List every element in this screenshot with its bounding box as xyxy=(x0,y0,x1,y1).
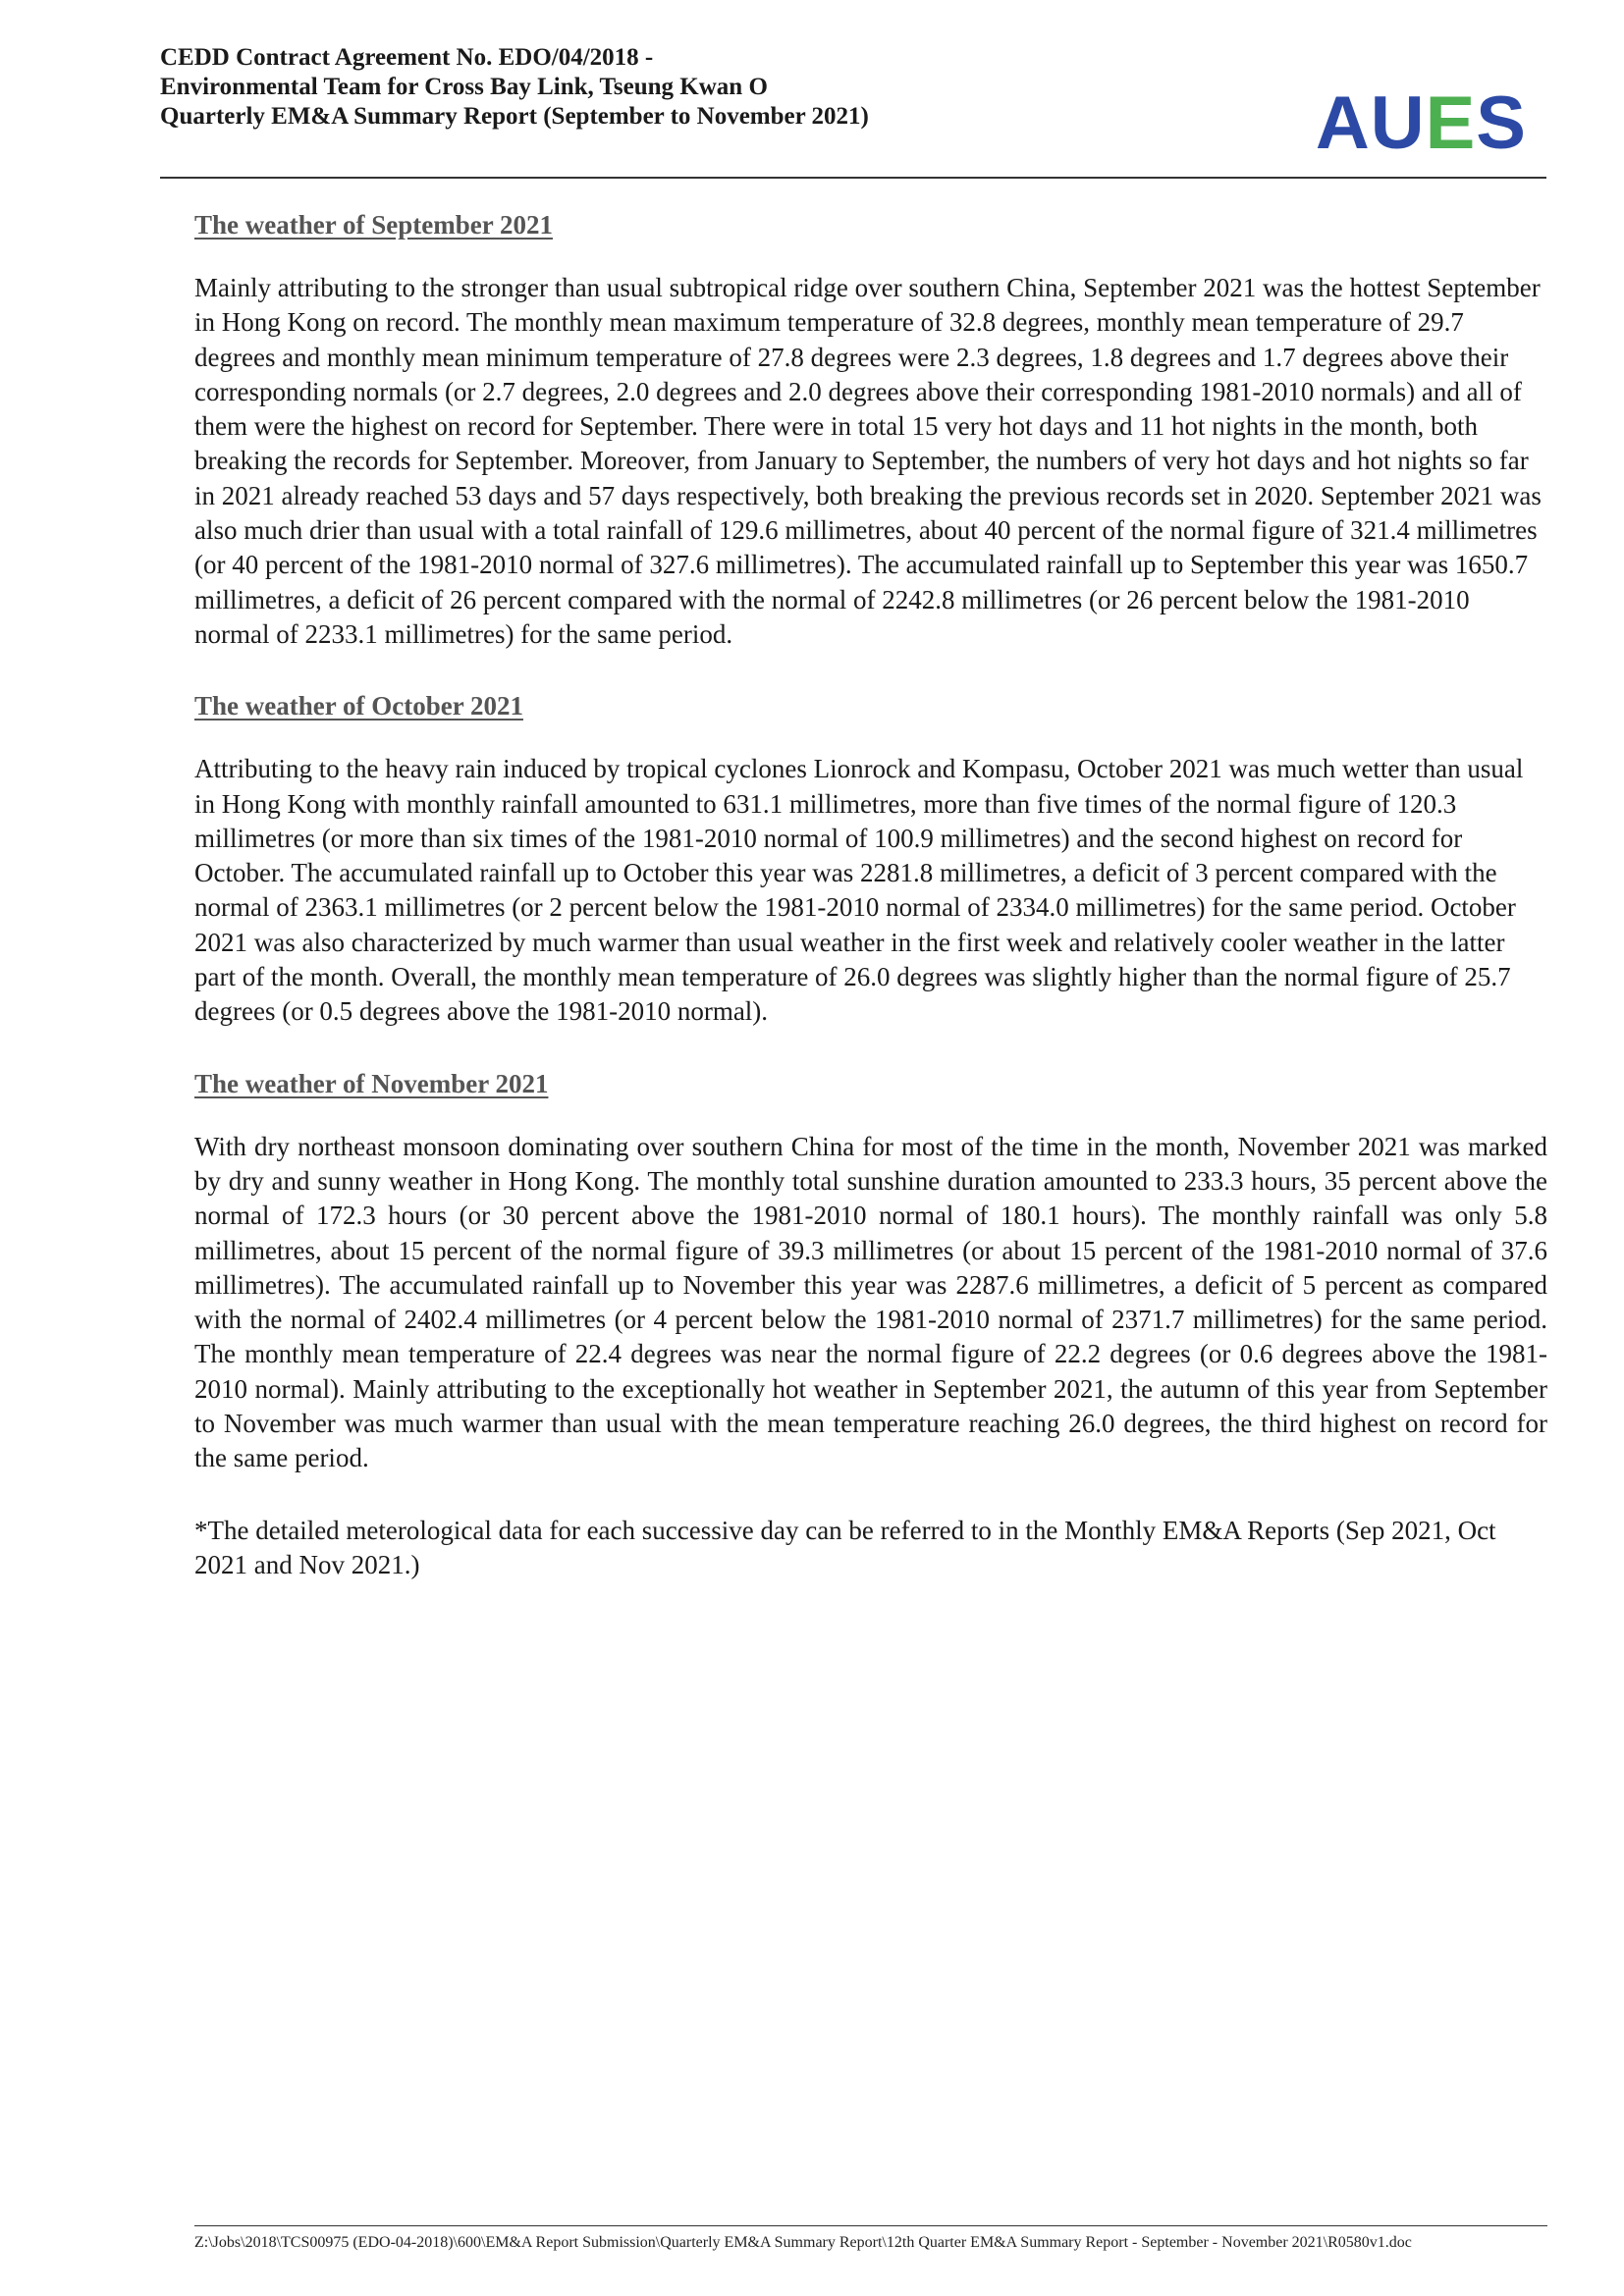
section-body-september: Mainly attributing to the stronger than usual subtropical ridge over southern China, September 2021 was the hottest September in Hong Kong on record. The monthly mean maximum temperature of 32.8 degrees, monthly mean temperature of 29.7 degrees and monthly mean minimum temperature of 27.8 degrees were 2.3 degrees, 1.8 degrees and 1.7 degrees above their corresponding normals (or 2.7 degrees, 2.0 degrees and 2.0 degrees above their corresponding 1981-2010 normals) and all of them were the highest on record for September. There were in total 15 very hot days and 11 hot nights in the month, both breaking the records for September. Moreover, from January to September, the numbers of very hot days and hot nights so far in 2021 already reached 53 days and 57 days respectively, both breaking the previous records set in 2020. September 2021 was also much drier than usual with a total rainfall of 129.6 millimetres, about 40 percent of the normal figure of 321.4 millimetres (or 40 percent of the 1981-2010 normal of 327.6 millimetres). The accumulated rainfall up to September this year was 1650.7 millimetres, a deficit of 26 percent compared with the normal of 2242.8 millimetres (or 26 percent below the 1981-2010 normal of 2233.1 millimetres) for the same period. xyxy=(194,273,1542,649)
section-body-november: With dry northeast monsoon dominating over southern China for most of the time in the month, November 2021 was marked by dry and sunny weather in Hong Kong. The monthly total sunshine duration amounted to 233.3 hours, 35 percent above the normal of 172.3 hours (or 30 percent above the 1981-2010 normal of 180.1 hours). The monthly rainfall was only 5.8 millimetres, about 15 percent of the normal figure of 39.3 millimetres (or about 15 percent of the 1981-2010 normal of 37.6 millimetres). The accumulated rainfall up to November this year was 2287.6 millimetres, a deficit of 5 percent as compared with the normal of 2402.4 millimetres (or 4 percent below the 1981-2010 normal of 2371.7 millimetres) for the same period. The monthly mean temperature of 22.4 degrees was near the normal figure of 22.2 degrees (or 0.6 degrees above the 1981-2010 normal). Mainly attributing to the exceptionally hot weather in September 2021, the autumn of this year from September to November was much warmer than usual with the mean temperature reaching 26.0 degrees, the third highest on record for the same period. xyxy=(194,1131,1547,1473)
aues-logo xyxy=(1315,81,1527,165)
logo-text-e: E xyxy=(1425,81,1477,165)
logo-text-s: S xyxy=(1476,81,1527,165)
header-contract-line: CEDD Contract Agreement No. EDO/04/2018 - xyxy=(160,44,654,71)
section-title-september: The weather of September 2021 xyxy=(194,210,553,240)
section-body-october: Attributing to the heavy rain induced by tropical cyclones Lionrock and Kompasu, October 2021 was much wetter than usual in Hong Kong with monthly rainfall amounted to 631.1 millimetres, more than five times of the normal figure of 120.3 millimetres (or more than six times of the 1981-2010 normal of 100.9 millimetres) and the second highest on record for October. The accumulated rainfall up to October this year was 2281.8 millimetres, a deficit of 3 percent compared with the normal of 2363.1 millimetres (or 2 percent below the 1981-2010 normal of 2334.0 millimetres) for the same period. October 2021 was also characterized by much warmer than usual weather in the first week and relatively cooler weather in the latter part of the month. Overall, the monthly mean temperature of 26.0 degrees was slightly higher than the normal figure of 25.7 degrees (or 0.5 degrees above the 1981-2010 normal). xyxy=(194,754,1524,1027)
header-team-line: Environmental Team for Cross Bay Link, Tseung Kwan O xyxy=(160,74,768,100)
logo-text-au: AU xyxy=(1315,81,1426,165)
section-title-october: The weather of October 2021 xyxy=(194,691,523,721)
main-content xyxy=(194,208,1547,1582)
footnote: *The detailed meterological data for each successive day can be referred to in the Monthly EM&A Reports (Sep 2021, Oct 2021 and Nov 2021.) xyxy=(194,1515,1496,1579)
footer-file-path: Z:\Jobs\2018\TCS00975 (EDO-04-2018)\600\EM&A Report Submission\Quarterly EM&A Summary Report\12th Quarter EM&A Summary Report - September - November 2021\R0580v1.doc xyxy=(194,2234,1412,2251)
footer-divider xyxy=(194,2225,1547,2226)
section-title-november: The weather of November 2021 xyxy=(194,1068,549,1098)
header-report-line: Quarterly EM&A Summary Report (September to November 2021) xyxy=(160,103,869,130)
header-title-block xyxy=(160,43,869,132)
header-divider xyxy=(160,177,1546,179)
page-header xyxy=(160,43,1546,179)
